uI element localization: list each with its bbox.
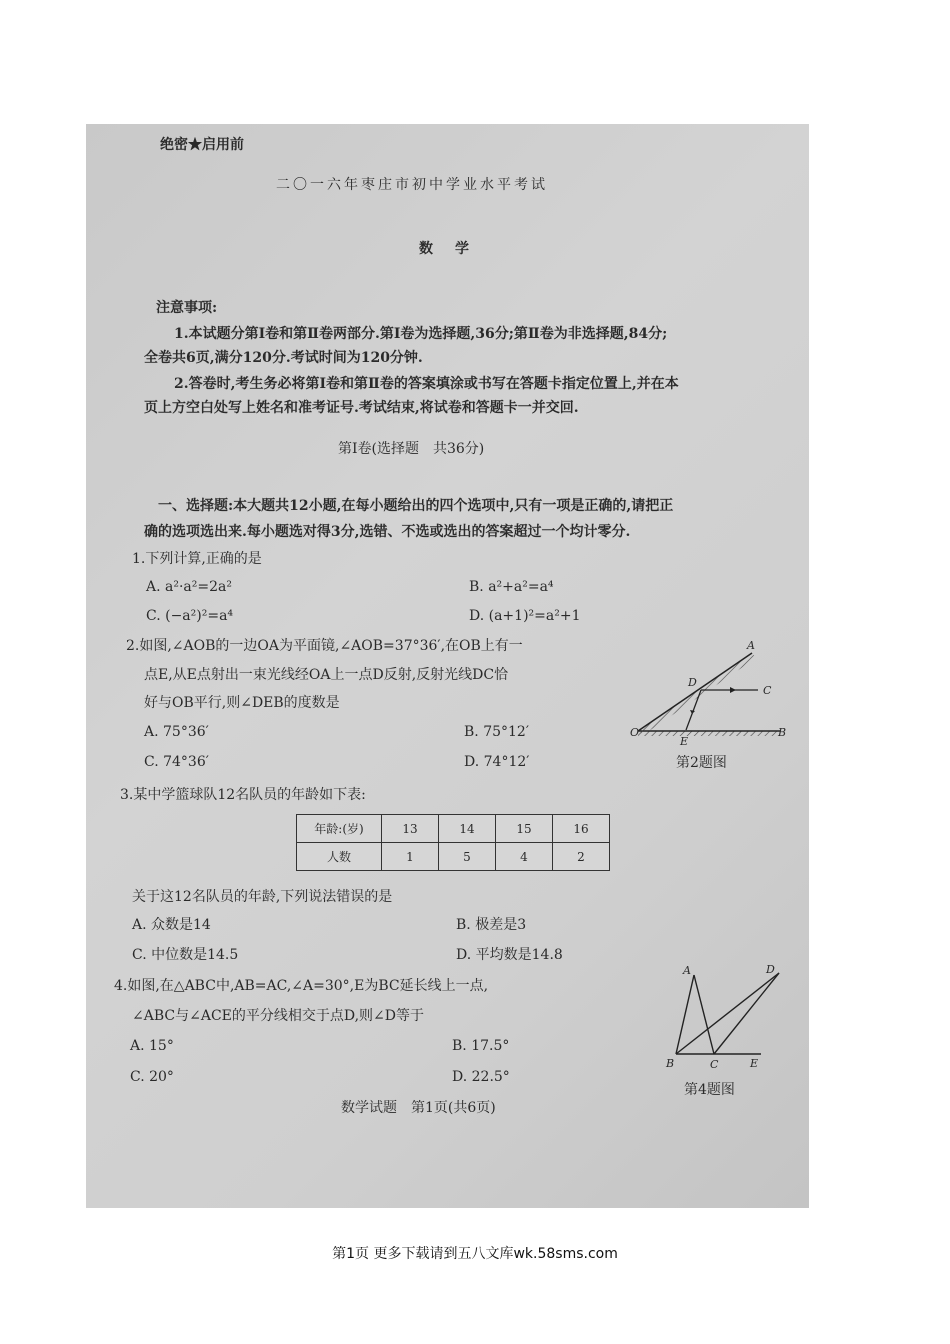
question-2-option-d: D. 74°12′ [464, 754, 530, 770]
scanned-exam-photo [86, 124, 809, 1208]
question-2-stem: 2.如图,∠AOB的一边OA为平面镜,∠AOB=37°36′,在OB上有一 [126, 638, 523, 654]
notice-heading: 注意事项: [156, 300, 218, 316]
fig4-label-e: E [750, 1057, 759, 1070]
table-cell: 14 [439, 815, 496, 843]
question-2-stem: 好与OB平行,则∠DEB的度数是 [144, 695, 340, 711]
notice-line: 2.答卷时,考生务必将第Ⅰ卷和第Ⅱ卷的答案填涂或书写在答题卡指定位置上,并在本 [174, 376, 679, 392]
table-cell: 2 [553, 843, 610, 871]
fig2-label-a: A [747, 639, 755, 652]
notice-line: 全卷共6页,满分120分.考试时间为120分钟. [144, 350, 423, 366]
document-footer: 第1页 更多下载请到五八文库wk.58sms.com [332, 1246, 618, 1262]
question-3-option-b: B. 极差是3 [456, 917, 527, 933]
fig2-label-e: E [680, 735, 689, 748]
fig2-label-c: C [763, 684, 772, 697]
secret-label: 绝密★启用前 [160, 137, 244, 153]
fig2-label-o: O [630, 726, 640, 739]
question-2-stem: 点E,从E点射出一束光线经OA上一点D反射,反射光线DC恰 [144, 667, 509, 683]
section-title: 第Ⅰ卷(选择题 共36分) [338, 441, 485, 457]
question-4-option-c: C. 20° [130, 1069, 174, 1085]
question-3-option-d: D. 平均数是14.8 [456, 947, 563, 963]
fig4-label-a: A [683, 964, 691, 977]
question-3-option-c: C. 中位数是14.5 [132, 947, 239, 963]
table-cell: 4 [496, 843, 553, 871]
fig2-label-b: B [778, 726, 787, 739]
table-cell: 5 [439, 843, 496, 871]
question-1-stem: 1.下列计算,正确的是 [132, 551, 262, 567]
subject-title: 数学 [419, 241, 491, 257]
question-2-option-b: B. 75°12′ [464, 724, 529, 740]
question-1-option-a: A. a²·a²=2a² [146, 579, 232, 595]
table-row [297, 843, 610, 871]
fig4-label-d: D [766, 963, 775, 976]
exam-title: 二〇一六年枣庄市初中学业水平考试 [276, 177, 548, 193]
question-3-stem: 3.某中学篮球队12名队员的年龄如下表: [120, 787, 366, 803]
question-3-option-a: A. 众数是14 [132, 917, 211, 933]
question-2-option-c: C. 74°36′ [144, 754, 209, 770]
question-2-figure-caption: 第2题图 [676, 755, 727, 771]
question-4-stem: ∠ABC与∠ACE的平分线相交于点D,则∠D等于 [132, 1008, 425, 1024]
table-row [297, 815, 610, 843]
question-1-option-b: B. a²+a²=a⁴ [469, 579, 554, 595]
question-1-option-d: D. (a+1)²=a²+1 [469, 608, 581, 624]
question-1-option-c: C. (−a²)²=a⁴ [146, 608, 234, 624]
table-cell: 人数 [297, 843, 382, 871]
age-table [296, 814, 610, 871]
section-instruction: 确的选项选出来.每小题选对得3分,选错、不选或选出的答案超过一个均计零分. [144, 524, 631, 540]
fig2-label-d: D [688, 676, 697, 689]
question-2-option-a: A. 75°36′ [144, 724, 209, 740]
question-4-figure-caption: 第4题图 [684, 1082, 735, 1098]
table-cell: 15 [496, 815, 553, 843]
question-4-option-d: D. 22.5° [452, 1069, 510, 1085]
section-instruction: 一、选择题:本大题共12小题,在每小题给出的四个选项中,只有一项是正确的,请把正 [158, 498, 674, 514]
notice-line: 1.本试题分第Ⅰ卷和第Ⅱ卷两部分.第Ⅰ卷为选择题,36分;第Ⅱ卷为非选择题,84分; [174, 326, 668, 342]
fig4-label-c: C [710, 1058, 719, 1071]
fig4-label-b: B [666, 1057, 675, 1070]
table-cell: 16 [553, 815, 610, 843]
exam-page-footer: 数学试题 第1页(共6页) [341, 1100, 496, 1116]
question-4-option-a: A. 15° [130, 1038, 174, 1054]
question-4-stem: 4.如图,在△ABC中,AB=AC,∠A=30°,E为BC延长线上一点, [114, 978, 489, 994]
question-3-stem2: 关于这12名队员的年龄,下列说法错误的是 [132, 889, 393, 905]
table-cell: 1 [382, 843, 439, 871]
question-4-figure [666, 969, 796, 1064]
table-cell: 13 [382, 815, 439, 843]
table-cell: 年龄:(岁) [297, 815, 382, 843]
question-4-option-b: B. 17.5° [452, 1038, 510, 1054]
notice-line: 页上方空白处写上姓名和准考证号.考试结束,将试卷和答题卡一并交回. [144, 400, 579, 416]
